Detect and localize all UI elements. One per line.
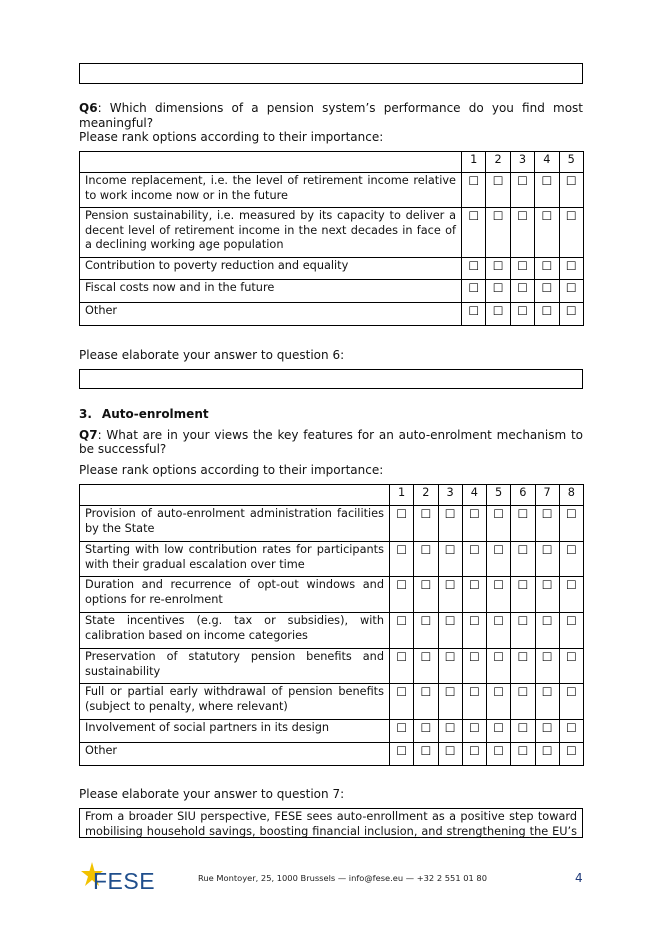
q7-rank-checkbox[interactable]: ☐ [511,542,535,577]
q7-rank-checkbox[interactable]: ☐ [487,743,511,766]
q7-rank-checkbox[interactable]: ☐ [438,684,462,720]
q6-rank-checkbox[interactable]: ☐ [535,173,559,208]
table-row [80,506,584,542]
q6-text: : Which dimensions of a pension system’s performance do you find most meaningful? [79,101,583,130]
q7-rank-checkbox[interactable]: ☐ [414,542,438,577]
q7-col-8: 8 [559,485,583,506]
q6-rank-checkbox[interactable]: ☐ [535,208,559,258]
page-number: 4 [575,871,583,885]
q7-rank-checkbox[interactable]: ☐ [535,743,559,766]
q7-rank-checkbox[interactable]: ☐ [535,684,559,720]
q7-rank-checkbox[interactable]: ☐ [511,720,535,743]
q7-rank-checkbox[interactable]: ☐ [511,506,535,542]
q7-rank-checkbox[interactable]: ☐ [462,720,486,743]
q7-rank-checkbox[interactable]: ☐ [559,684,583,720]
q7-rank-checkbox[interactable]: ☐ [511,613,535,649]
q7-header-blank [80,485,390,506]
q7-rank-instruction: Please rank options according to their importance: [79,463,384,477]
q7-option-statutory-benefits: Preservation of statutory pension benefits and sustainability [80,649,390,684]
q7-rank-checkbox[interactable]: ☐ [414,649,438,684]
previous-answer-box[interactable] [79,63,583,84]
table-row [80,613,584,649]
q7-col-7: 7 [535,485,559,506]
q7-rank-checkbox[interactable]: ☐ [414,743,438,766]
q7-option-state-admin-facilities: Provision of auto-enrolment administration facilities by the State [80,506,390,542]
q6-rank-checkbox[interactable]: ☐ [486,173,510,208]
q7-option-social-partners: Involvement of social partners in its design [80,720,390,743]
q7-rank-checkbox[interactable]: ☐ [535,720,559,743]
table-row [80,743,584,766]
q6-rank-checkbox[interactable]: ☐ [559,173,583,208]
q7-rank-checkbox[interactable]: ☐ [438,649,462,684]
q6-rank-checkbox[interactable]: ☐ [510,258,534,280]
q7-rank-checkbox[interactable]: ☐ [438,506,462,542]
q6-rank-checkbox[interactable]: ☐ [486,208,510,258]
q7-rank-checkbox[interactable]: ☐ [462,613,486,649]
q7-elaborate-input[interactable] [79,808,583,838]
q7-ranking-table [79,484,584,766]
q6-rank-checkbox[interactable]: ☐ [510,208,534,258]
q6-rank-checkbox[interactable]: ☐ [535,258,559,280]
q6-rank-checkbox[interactable]: ☐ [510,280,534,303]
q6-col-4: 4 [535,152,559,173]
q6-header-row [80,152,584,173]
q7-rank-checkbox[interactable]: ☐ [414,684,438,720]
q7-rank-checkbox[interactable]: ☐ [390,720,414,743]
q6-rank-checkbox[interactable]: ☐ [462,208,486,258]
q7-rank-checkbox[interactable]: ☐ [438,743,462,766]
q7-rank-checkbox[interactable]: ☐ [390,506,414,542]
q7-rank-checkbox[interactable]: ☐ [390,743,414,766]
q7-rank-checkbox[interactable]: ☐ [535,649,559,684]
q7-text: : What are in your views the key features for an auto-enrolment mechanism to be successful? [79,428,583,456]
section-3-heading [79,407,209,421]
q7-option-early-withdrawal: Full or partial early withdrawal of pension benefits (subject to penalty, where relevant) [80,684,390,720]
q7-col-6: 6 [511,485,535,506]
q6-elaborate-input[interactable] [79,369,583,389]
table-row [80,577,584,613]
q7-rank-checkbox[interactable]: ☐ [438,613,462,649]
table-row [80,280,584,303]
q7-rank-checkbox[interactable]: ☐ [559,577,583,613]
q6-ranking-table [79,151,584,326]
q7-rank-checkbox[interactable]: ☐ [511,577,535,613]
table-row [80,208,584,258]
q7-rank-checkbox[interactable]: ☐ [487,613,511,649]
q7-rank-checkbox[interactable]: ☐ [462,649,486,684]
q6-rank-checkbox[interactable]: ☐ [510,303,534,326]
q7-header-row [80,485,584,506]
q7-rank-checkbox[interactable]: ☐ [487,506,511,542]
q6-rank-checkbox[interactable]: ☐ [559,303,583,326]
q7-rank-checkbox[interactable]: ☐ [414,613,438,649]
q6-col-1: 1 [462,152,486,173]
q6-rank-checkbox[interactable]: ☐ [462,173,486,208]
q6-rank-checkbox[interactable]: ☐ [535,280,559,303]
table-row [80,258,584,280]
fese-logo-text: FESE [93,868,156,894]
q7-rank-checkbox[interactable]: ☐ [462,684,486,720]
q7-col-4: 4 [462,485,486,506]
q7-col-3: 3 [438,485,462,506]
q6-rank-checkbox[interactable]: ☐ [462,303,486,326]
q6-rank-checkbox[interactable]: ☐ [510,173,534,208]
q7-rank-checkbox[interactable]: ☐ [487,649,511,684]
q6-rank-instruction: Please rank options according to their importance: [79,130,384,144]
q7-rank-checkbox[interactable]: ☐ [438,577,462,613]
q7-rank-checkbox[interactable]: ☐ [487,577,511,613]
q7-rank-checkbox[interactable]: ☐ [487,684,511,720]
q7-rank-checkbox[interactable]: ☐ [462,743,486,766]
q7-rank-checkbox[interactable]: ☐ [462,577,486,613]
q7-rank-checkbox[interactable]: ☐ [438,542,462,577]
q6-rank-checkbox[interactable]: ☐ [486,280,510,303]
q6-label: Q6 [79,101,98,115]
q7-option-state-incentives: State incentives (e.g. tax or subsidies), with calibration based on income categories [80,613,390,649]
q7-col-5: 5 [487,485,511,506]
q7-rank-checkbox[interactable]: ☐ [390,577,414,613]
q7-rank-checkbox[interactable]: ☐ [559,542,583,577]
q7-option-low-contribution-rates: Starting with low contribution rates for participants with their gradual escalation over time [80,542,390,577]
q7-rank-checkbox[interactable]: ☐ [511,743,535,766]
q7-rank-checkbox[interactable]: ☐ [390,649,414,684]
q7-rank-checkbox[interactable]: ☐ [535,577,559,613]
q6-rank-checkbox[interactable]: ☐ [535,303,559,326]
q7-rank-checkbox[interactable]: ☐ [438,720,462,743]
q6-option-other: Other [80,303,462,326]
q6-option-fiscal-costs: Fiscal costs now and in the future [80,280,462,303]
q6-rank-checkbox[interactable]: ☐ [462,280,486,303]
q7-col-1: 1 [390,485,414,506]
q7-option-other: Other [80,743,390,766]
q7-rank-checkbox[interactable]: ☐ [535,542,559,577]
q7-label: Q7 [79,428,98,442]
q7-rank-checkbox[interactable]: ☐ [487,542,511,577]
table-row [80,542,584,577]
q7-rank-checkbox[interactable]: ☐ [559,743,583,766]
table-row [80,720,584,743]
section-3-title: Auto-enrolment [101,407,209,421]
table-row [80,649,584,684]
q7-rank-checkbox[interactable]: ☐ [462,506,486,542]
q6-col-2: 2 [486,152,510,173]
q6-rank-checkbox[interactable]: ☐ [462,258,486,280]
q6-option-pension-sustainability: Pension sustainability, i.e. measured by its capacity to deliver a decent level of retirement income in the next decades in face of a declining working age population [80,208,462,258]
table-row [80,303,584,326]
table-row [80,173,584,208]
q7-elaborate-line-1: From a broader SIU perspective, FESE sees auto-enrollment as a positive step toward [85,810,577,823]
q7-rank-checkbox[interactable]: ☐ [559,649,583,684]
q6-col-3: 3 [510,152,534,173]
q7-rank-checkbox[interactable]: ☐ [535,613,559,649]
q6-elaborate-label: Please elaborate your answer to question 6: [79,348,345,362]
q6-rank-checkbox[interactable]: ☐ [559,258,583,280]
q6-option-poverty-reduction: Contribution to poverty reduction and equality [80,258,462,280]
q7-rank-checkbox[interactable]: ☐ [414,720,438,743]
q7-rank-checkbox[interactable]: ☐ [462,542,486,577]
q7-rank-checkbox[interactable]: ☐ [511,649,535,684]
q7-rank-checkbox[interactable]: ☐ [559,720,583,743]
footer-address: Rue Montoyer, 25, 1000 Brussels — info@fese.eu — +32 2 551 01 80 [198,873,487,883]
table-row [80,684,584,720]
q6-option-income-replacement: Income replacement, i.e. the level of retirement income relative to work income now or in the future [80,173,462,208]
q7-elaborate-line-2: mobilising household savings, boosting financial inclusion, and strengthening the EU’s [85,825,577,838]
q7-rank-checkbox[interactable]: ☐ [390,684,414,720]
fese-logo [79,860,163,894]
q7-question [79,428,583,456]
q7-rank-checkbox[interactable]: ☐ [487,720,511,743]
q6-question [79,101,583,131]
q6-rank-checkbox[interactable]: ☐ [559,208,583,258]
q7-rank-checkbox[interactable]: ☐ [390,613,414,649]
q6-col-5: 5 [559,152,583,173]
section-3-number: 3. [79,407,92,421]
q6-rank-checkbox[interactable]: ☐ [559,280,583,303]
q7-rank-checkbox[interactable]: ☐ [390,542,414,577]
q6-header-blank [80,152,462,173]
q7-rank-checkbox[interactable]: ☐ [414,577,438,613]
q7-rank-checkbox[interactable]: ☐ [559,613,583,649]
q6-rank-checkbox[interactable]: ☐ [486,258,510,280]
q6-rank-checkbox[interactable]: ☐ [486,303,510,326]
q7-elaborate-label: Please elaborate your answer to question 7: [79,787,345,801]
q7-rank-checkbox[interactable]: ☐ [414,506,438,542]
q7-rank-checkbox[interactable]: ☐ [511,684,535,720]
q7-rank-checkbox[interactable]: ☐ [559,506,583,542]
q7-rank-checkbox[interactable]: ☐ [535,506,559,542]
q7-col-2: 2 [414,485,438,506]
q7-option-opt-out-windows: Duration and recurrence of opt-out windows and options for re-enrolment [80,577,390,613]
